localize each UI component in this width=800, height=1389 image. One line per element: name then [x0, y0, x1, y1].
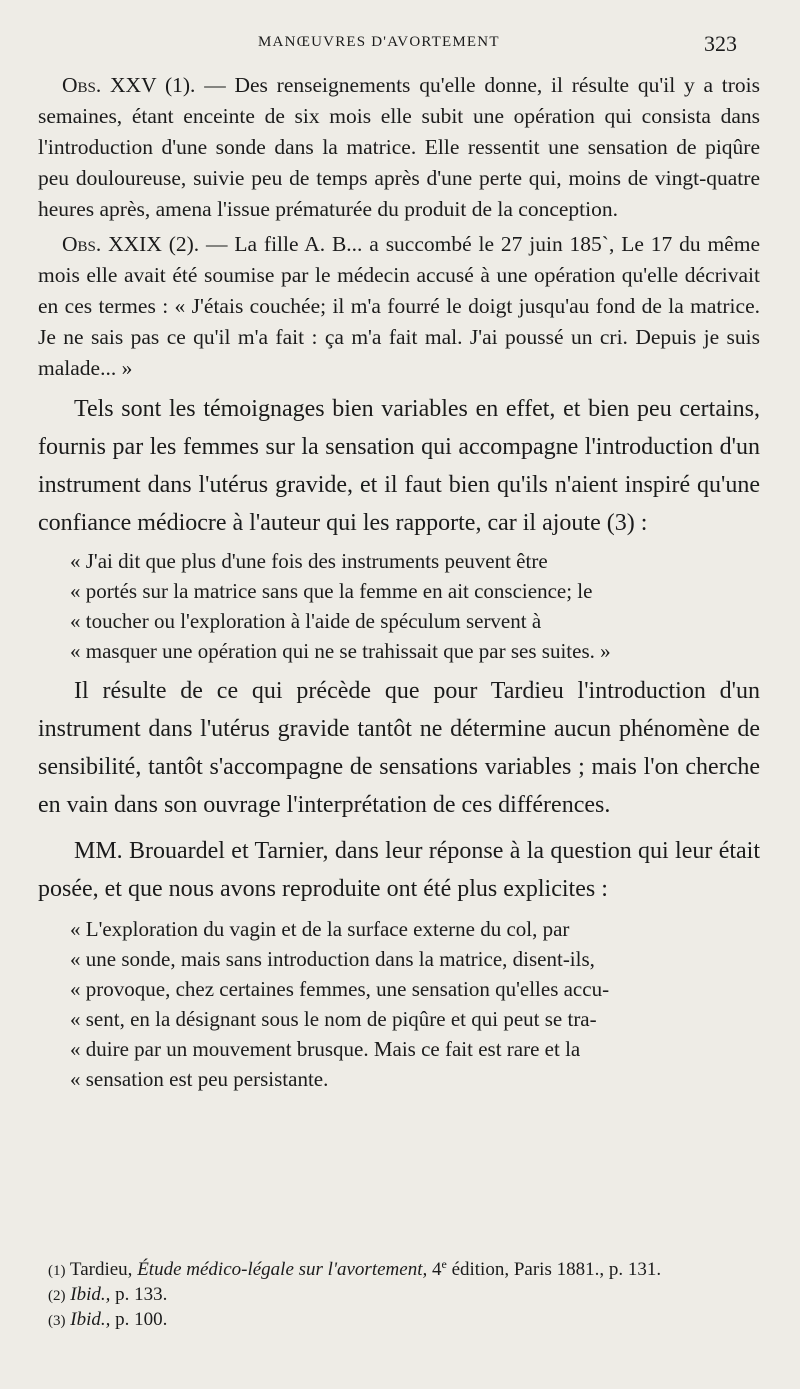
quote-line: « toucher ou l'exploration à l'aide de spéculum servent à [70, 609, 542, 633]
footnote-title: Ibid., [70, 1309, 111, 1330]
paragraph-resulte: Il résulte de ce qui précède que pour Tardieu l'introduction d'un instrument dans l'utérus gravide tantôt ne détermine aucun phénomène de sensibilité, tantôt s'accompagne de sensations variables ; mais l'on cherche en vain dans son ouvrage l'interprétation de ces différences. [38, 678, 760, 818]
obs-label: Obs. [62, 232, 102, 256]
footnote-edition-sup: e [441, 1257, 447, 1271]
obs-label: Obs. [62, 73, 102, 97]
observation-25-text: XXV (1). — Des renseignements qu'elle donne, il résulte qu'il y a trois semaines, étant enceinte de six mois elle subit une opération qui consista dans l'introduction d'une sonde dans la matrice. Elle ressentit une sensation de piqûre peu douloureuse, suivie peu de temps après d'une perte qui, moins de vingt-quatre heures après, amena l'issue prématurée du produit de la conception. [38, 73, 760, 221]
footnotes [48, 1252, 766, 1333]
quote-line: « sensation est peu persistante. [70, 1067, 329, 1091]
quote-line: « portés sur la matrice sans que la femme en ait conscience; le [70, 579, 593, 603]
quote-line: « L'exploration du vagin et de la surface externe du col, par [70, 917, 570, 941]
footnote-title: Ibid., [70, 1284, 111, 1305]
quote-tardieu [38, 546, 760, 666]
observation-29-text: XXIX (2). — La fille A. B... a succombé le 27 juin 185`, Le 17 du même mois elle avait été soumise par le médecin accusé à une opération qu'elle décrivait en ces termes : « J'étais couchée; il m'a fourré le doigt jusqu'au fond de la matrice. Je ne sais pas ce qu'il m'a fait : ça m'a fait mal. J'ai poussé un cri. Depuis je suis malade... » [38, 232, 760, 380]
footnote-1 [48, 1252, 766, 1283]
footnote-details: p. 133. [115, 1284, 168, 1305]
footnote-details: p. 100. [115, 1309, 168, 1330]
quote-line: « sent, en la désignant sous le nom de piqûre et qui peut se tra- [70, 1007, 597, 1031]
paragraph-temoignages: Tels sont les témoignages bien variables en effet, et bien peu certains, fournis par les femmes sur la sensation qui accompagne l'introduction d'un instrument dans l'utérus gravide, et il faut bien qu'ils n'aient inspiré qu'une confiance médiocre à l'auteur qui les rapporte, car il ajoute (3) : [38, 396, 760, 536]
footnote-author: Tardieu, [69, 1259, 133, 1280]
quote-brouardel [38, 914, 760, 1094]
footnote-number: (2) [48, 1288, 66, 1304]
footnote-number: (3) [48, 1313, 66, 1329]
quote-line: « masquer une opération qui ne se trahissait que par ses suites. » [70, 639, 611, 663]
page-body [38, 70, 760, 1094]
quote-line: « J'ai dit que plus d'une fois des instruments peuvent être [70, 549, 548, 573]
running-title: MANŒUVRES D'AVORTEMENT [258, 34, 500, 50]
quote-line: « provoque, chez certaines femmes, une sensation qu'elles accu- [70, 977, 610, 1001]
footnote-2 [48, 1283, 766, 1308]
footnote-title: Étude médico-légale sur l'avortement, [137, 1259, 428, 1280]
page-number: 323 [704, 31, 737, 56]
footnote-edition: 4 [431, 1259, 442, 1280]
quote-line: « duire par un mouvement brusque. Mais ce fait est rare et la [70, 1037, 581, 1061]
quote-line: « une sonde, mais sans introduction dans la matrice, disent-ils, [70, 947, 595, 971]
page-header [0, 31, 800, 58]
observation-29 [38, 229, 760, 384]
paragraph-brouardel: MM. Brouardel et Tarnier, dans leur réponse à la question qui leur était posée, et que nous avons reproduite ont été plus explicites : [38, 838, 760, 902]
footnote-3 [48, 1308, 766, 1333]
footnote-number: (1) [48, 1263, 66, 1279]
observation-25 [38, 70, 760, 225]
footnote-details: édition, Paris 1881., p. 131. [451, 1259, 662, 1280]
